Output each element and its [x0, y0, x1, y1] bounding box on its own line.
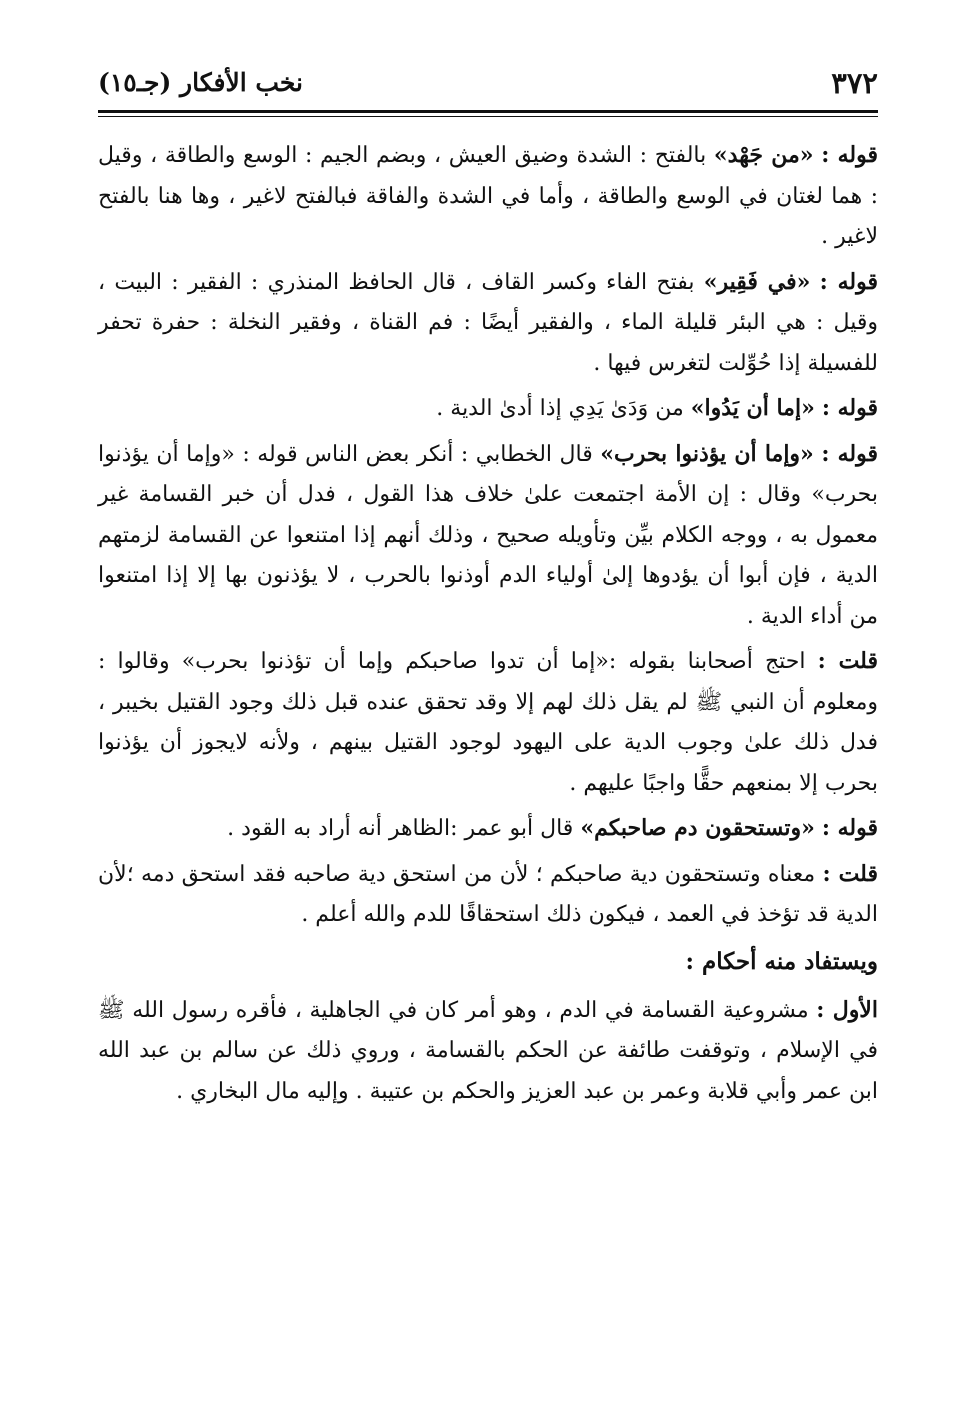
- paragraph-lead: قوله :: [821, 142, 878, 168]
- paragraph-text: احتج أصحابنا بقوله :«إما أن تدوا صاحبكم وإما أن تؤذنوا بحرب» وقالوا : ومعلوم أن النبي ﷺ لم يقل ذلك لهم إلا وقد تحقق عنده قبل ذلك وجود القتيل بخيبر ، فدل ذلك علىٰ وجوب الدية على اليهود لوجود القتيل بينهم ، ولأنه لايجوز أن يؤذنوا بحرب إلا بمنعهم حقًّا واجبًا عليهم .: [98, 649, 878, 796]
- paragraph-quote: «من جَهْد»: [713, 142, 814, 168]
- paragraph-quote: «إما أن يَدُوا»: [690, 395, 815, 421]
- paragraph-lead: قوله :: [821, 440, 878, 467]
- ruling-first: [98, 990, 878, 1113]
- running-title: نخب الأفكار (جـ١٥): [98, 68, 304, 97]
- paragraph-qultu-2: [98, 854, 878, 936]
- paragraph-lead: قوله :: [821, 815, 878, 841]
- document-page: [98, 62, 878, 1116]
- paragraph-qultu-1: [98, 641, 878, 804]
- paragraph-text: بالفتح : الشدة وضيق العيش ، وبضم الجيم : الوسع والطاقة ، وقيل : هما لغتان في الوسع والطاقة ، وأما في الشدة والفاقة فبالفتح لاغير ، وها هنا بالفتح لاغير .: [98, 143, 878, 249]
- paragraph-lead: قلت :: [817, 648, 878, 674]
- paragraph-text: من وَدَىٰ يَدِي إذا أدىٰ الدية .: [436, 396, 684, 421]
- paragraph-lead: قوله :: [819, 268, 878, 295]
- paragraph-faqir: [98, 262, 878, 385]
- paragraph-lead: قلت :: [822, 860, 878, 887]
- page-number: ٣٧٢: [831, 66, 878, 100]
- paragraph-yadu: [98, 388, 878, 430]
- paragraph-lead: قوله :: [821, 395, 878, 421]
- paragraph-text: قال أبو عمر :الظاهر أنه أراد به القود .: [227, 816, 574, 841]
- section-heading: ويستفاد منه أحكام :: [685, 947, 878, 975]
- page-header: [98, 62, 878, 104]
- paragraph-quote: «وتستحقون دم صاحبكم»: [580, 815, 815, 841]
- paragraph-text: بفتح الفاء وكسر القاف ، قال الحافظ المنذري : الفقير : البيت ، وقيل : هي البئر قليلة الماء ، والفقير أيضًا : فم القناة ، وفقير النخلة : حفرة تحفر للفسيلة إذا حُوِّلت لتغرس فيها .: [98, 269, 878, 376]
- header-rule-thick: [98, 110, 878, 113]
- paragraph-text: معناه وتستحقون دية صاحبكم ؛ لأن من استحق دية صاحبه فقد استحق دمه ؛لأن الدية قد تؤخذ في العمد ، فيكون ذلك استحقاقًا للدم والله أعلم .: [98, 861, 878, 927]
- paragraph-tastahiqqun: [98, 808, 878, 850]
- paragraph-harb: [98, 434, 878, 638]
- paragraph-jahd: [98, 135, 878, 258]
- page-content: [98, 135, 878, 1112]
- paragraph-quote: «وإما أن يؤذنوا بحرب»: [600, 440, 814, 467]
- paragraph-text: قال الخطابي : أنكر بعض الناس قوله : «وإما أن يؤذنوا بحرب» وقال : إن الأمة اجتمعت علىٰ خلاف هذا القول ، فدل أن خبر القسامة غير معمول به ، ووجه الكلام بيِّن وتأويله صحيح ، وذلك أنهم إذا امتنعوا عن القسامة لزمتهم الدية ، فإن أبوا أن يؤدوها إلىٰ أولياء الدم أوذنوا بالحرب ، لا يؤذنون بها إلا إذا امتنعوا من أداء الدية .: [98, 441, 878, 629]
- header-rule-thin: [98, 116, 878, 117]
- ruling-lead: الأول :: [816, 996, 878, 1023]
- ruling-text: مشروعية القسامة في الدم ، وهو أمر كان في الجاهلية ، فأقره رسول الله ﷺ في الإسلام ، وتوقفت طائفة عن الحكم بالقسامة ، وروي ذلك عن سالم بن عبد الله ابن عمر وأبي قلابة وعمر بن عبد العزيز والحكم بن عتيبة . وإليه مال البخاري .: [98, 997, 878, 1104]
- paragraph-quote: «في فَقِير»: [703, 268, 811, 295]
